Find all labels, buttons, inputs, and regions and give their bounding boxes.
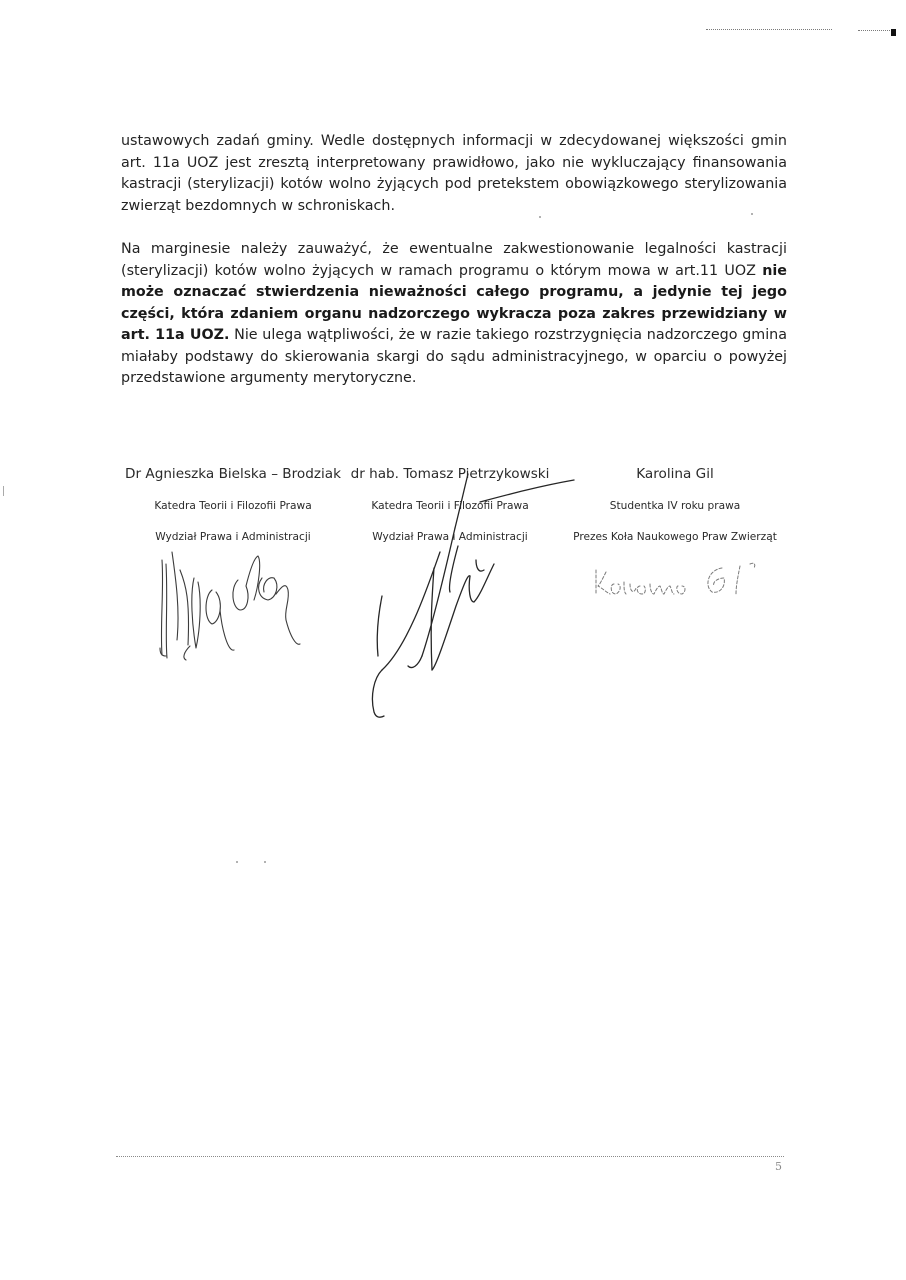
signature-block-gil [558,466,792,543]
page-number: 5 [775,1160,782,1173]
signatory-department: Katedra Teorii i Filozofii Prawa [154,500,312,512]
handwritten-signature-1 [150,540,320,670]
signatory-name: Dr Agnieszka Bielska – Brodziak [125,466,341,482]
footer-rule [116,1156,784,1157]
signature-block-bielska-brodziak [110,466,356,543]
scan-speck [236,861,238,863]
text-segment: ustawowych zadań gminy. Wedle dostępnych informacji w zdecydowanej większości gmin art. 11a UOZ jest zresztą interpretowany prawidłowo, jako nie wykluczający finansowania kastracji (sterylizacji) kotów wolno żyjących pod pretekstem obowiązkowego sterylizowania zwierząt bezdomnych w schroniskach. [121,133,787,214]
signatory-name: Karolina Gil [636,466,714,482]
handwritten-signature-3 [590,556,790,606]
signatory-name: dr hab. Tomasz Pietrzykowski [350,466,550,482]
scan-speck [264,861,266,863]
scan-left-edge [3,486,4,496]
signatory-status: Studentka IV roku prawa [609,500,741,512]
signatory-role: Prezes Koła Naukowego Praw Zwierząt [573,531,777,543]
signatory-faculty: Wydział Prawa i Administracji [372,531,528,543]
signature-block-pietrzykowski [330,466,570,543]
bold-text-segment: nie może oznaczać stwierdzenia nieważności całego programu, a jedynie tej jego części, która zdaniem organu nadzorczego wykracza poza zakres przewidziany w art. 11a UOZ. [121,262,787,343]
scan-top-rule [706,29,832,30]
signatory-department: Katedra Teorii i Filozofii Prawa [371,500,529,512]
scan-corner-mark [891,29,896,36]
body-paragraph-2 [121,239,787,390]
body-paragraph-1 [121,131,787,217]
scan-top-rule-right [858,30,890,31]
signatory-faculty: Wydział Prawa i Administracji [155,531,311,543]
text-segment: Na marginesie należy zauważyć, że ewentualne zakwestionowanie legalności kastracji (sterylizacji) kotów wolno żyjących w ramach programu o którym mowa w art.11 UOZ [121,241,787,279]
text-segment: Nie ulega wątpliwości, że w razie takiego rozstrzygnięcia nadzorczego gmina miałaby podstawy do skierowania skargi do sądu administracyjnego, w oparciu o powyżej przedstawione argumenty merytoryczne. [121,327,787,386]
